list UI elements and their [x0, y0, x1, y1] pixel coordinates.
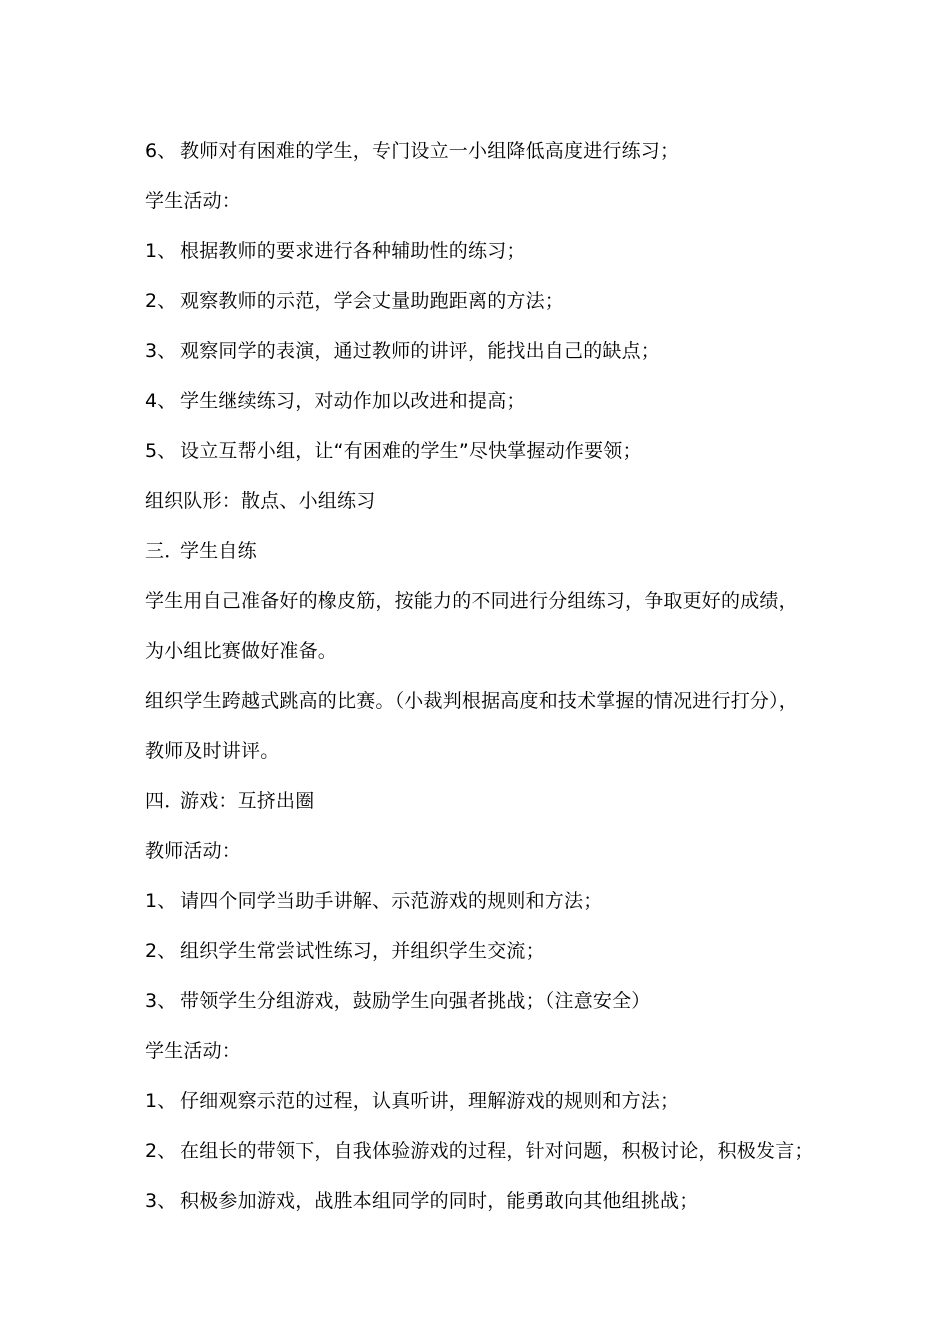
paragraph: [145, 733, 845, 783]
list-item: [145, 133, 845, 183]
paragraph: [145, 483, 845, 533]
item-text: 教师对有困难的学生，专门设立一小组降低高度进行练习；: [180, 140, 680, 162]
section-label: [145, 183, 845, 233]
item-number: 3、: [145, 1190, 177, 1212]
paragraph: [145, 683, 845, 733]
item-text: 观察教师的示范，学会丈量助跑距离的方法；: [180, 290, 565, 312]
paragraph: [145, 633, 845, 683]
item-number: 5、: [145, 440, 177, 462]
list-item: [145, 333, 845, 383]
item-number: 6、: [145, 140, 177, 162]
list-item: [145, 1183, 845, 1233]
item-text: 根据教师的要求进行各种辅助性的练习；: [180, 240, 526, 262]
item-text: 为小组比赛做好准备。: [145, 640, 338, 662]
item-text: 教师及时讲评。: [145, 740, 280, 762]
item-text: 学生活动：: [145, 190, 242, 212]
paragraph: [145, 583, 845, 633]
section-number: 四．: [145, 790, 184, 812]
section-heading: [145, 533, 845, 583]
item-text: 组织学生跨越式跳高的比赛。（小裁判根据高度和技术掌握的情况进行打分），: [145, 690, 799, 712]
item-text: 教师活动：: [145, 840, 242, 862]
item-text: 组织学生常尝试性练习，并组织学生交流；: [180, 940, 545, 962]
item-number: 1、: [145, 240, 177, 262]
document-body: [145, 133, 845, 1233]
item-text: 观察同学的表演，通过教师的讲评，能找出自己的缺点；: [180, 340, 661, 362]
list-item: [145, 883, 845, 933]
section-title: 学生自练: [180, 540, 257, 562]
item-number: 1、: [145, 890, 177, 912]
list-item: [145, 933, 845, 983]
item-text: 在组长的带领下，自我体验游戏的过程，针对问题，积极讨论，积极发言；: [180, 1140, 814, 1162]
item-text: 组织队形：散点、小组练习: [145, 490, 376, 512]
item-number: 3、: [145, 340, 177, 362]
list-item: [145, 433, 845, 483]
item-text: 设立互帮小组，让“有困难的学生”尽快掌握动作要领；: [180, 440, 642, 462]
section-label: [145, 833, 845, 883]
item-number: 4、: [145, 390, 177, 412]
list-item: [145, 1083, 845, 1133]
list-item: [145, 983, 845, 1033]
list-item: [145, 233, 845, 283]
item-text: 请四个同学当助手讲解、示范游戏的规则和方法；: [180, 890, 603, 912]
item-number: 2、: [145, 940, 177, 962]
list-item: [145, 283, 845, 333]
section-heading: [145, 783, 845, 833]
item-text: 学生继续练习，对动作加以改进和提高；: [180, 390, 526, 412]
item-number: 1、: [145, 1090, 177, 1112]
item-text: 带领学生分组游戏，鼓励学生向强者挑战；（注意安全）: [180, 990, 651, 1012]
section-label: [145, 1033, 845, 1083]
item-text: 学生用自己准备好的橡皮筋，按能力的不同进行分组练习，争取更好的成绩，: [145, 590, 798, 612]
section-title: 游戏：互挤出圈: [180, 790, 315, 812]
section-number: 三．: [145, 540, 184, 562]
list-item: [145, 1133, 845, 1183]
list-item: [145, 383, 845, 433]
item-number: 2、: [145, 290, 177, 312]
item-text: 仔细观察示范的过程，认真听讲，理解游戏的规则和方法；: [180, 1090, 680, 1112]
item-number: 3、: [145, 990, 177, 1012]
item-text: 积极参加游戏，战胜本组同学的同时，能勇敢向其他组挑战；: [180, 1190, 699, 1212]
item-text: 学生活动：: [145, 1040, 242, 1062]
item-number: 2、: [145, 1140, 177, 1162]
